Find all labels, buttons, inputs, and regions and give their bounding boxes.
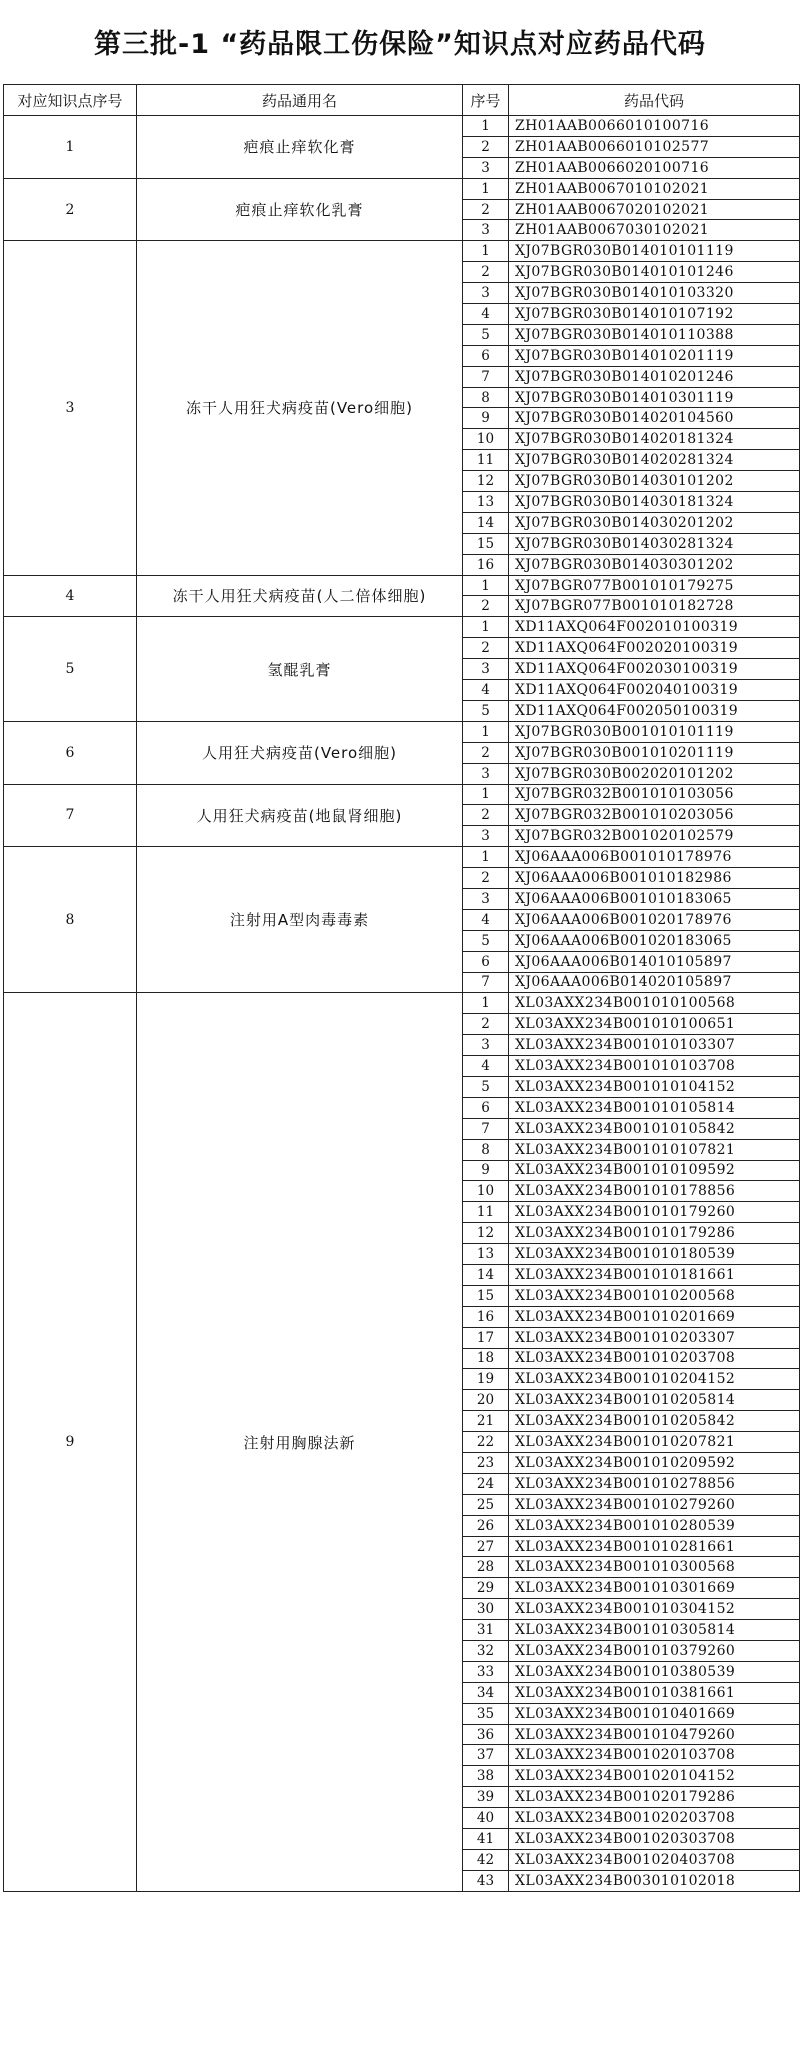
seq-no-cell: 14 — [463, 1264, 509, 1285]
drug-code-cell: XJ07BGR030B014010101119 — [509, 241, 800, 262]
seq-no-cell: 7 — [463, 366, 509, 387]
seq-no-cell: 1 — [463, 847, 509, 868]
seq-no-cell: 13 — [463, 492, 509, 513]
page-title: 第三批-1 “药品限工伤保险”知识点对应药品代码 — [94, 29, 706, 60]
drug-code-cell: XL03AXX234B001010381661 — [509, 1682, 800, 1703]
seq-no-cell: 9 — [463, 408, 509, 429]
seq-no-cell: 2 — [463, 596, 509, 617]
seq-no-cell: 1 — [463, 116, 509, 137]
drug-code-cell: ZH01AAB0067010102021 — [509, 178, 800, 199]
seq-no-cell: 3 — [463, 157, 509, 178]
seq-no-cell: 4 — [463, 304, 509, 325]
seq-no-cell: 2 — [463, 742, 509, 763]
seq-no-cell: 1 — [463, 575, 509, 596]
drug-code-cell: XJ07BGR030B014010201119 — [509, 345, 800, 366]
drug-code-cell: XL03AXX234B001010180539 — [509, 1244, 800, 1265]
drug-code-cell: XL03AXX234B001010100651 — [509, 1014, 800, 1035]
drug-code-cell: XJ07BGR032B001010103056 — [509, 784, 800, 805]
drug-code-cell: XJ06AAA006B001020178976 — [509, 909, 800, 930]
drug-generic-name-cell: 冻干人用狂犬病疫苗(人二倍体细胞) — [137, 575, 463, 617]
seq-no-cell: 3 — [463, 888, 509, 909]
seq-no-cell: 1 — [463, 721, 509, 742]
seq-no-cell: 5 — [463, 324, 509, 345]
table-row — [4, 847, 800, 868]
drug-code-cell: XL03AXX234B001010105814 — [509, 1097, 800, 1118]
seq-no-cell: 26 — [463, 1515, 509, 1536]
drug-code-cell: XL03AXX234B001010103708 — [509, 1056, 800, 1077]
seq-no-cell: 6 — [463, 1097, 509, 1118]
seq-no-cell: 2 — [463, 199, 509, 220]
drug-code-cell: XL03AXX234B001010301669 — [509, 1578, 800, 1599]
drug-code-cell: XJ07BGR032B001010203056 — [509, 805, 800, 826]
seq-no-cell: 34 — [463, 1682, 509, 1703]
seq-no-cell: 4 — [463, 1056, 509, 1077]
seq-no-cell: 9 — [463, 1160, 509, 1181]
seq-no-cell: 19 — [463, 1369, 509, 1390]
drug-code-cell: XJ07BGR030B014020104560 — [509, 408, 800, 429]
drug-code-cell: XL03AXX234B001010401669 — [509, 1703, 800, 1724]
knowledge-point-no-cell: 2 — [4, 178, 137, 241]
seq-no-cell: 2 — [463, 1014, 509, 1035]
drug-code-cell: XJ07BGR032B001020102579 — [509, 826, 800, 847]
seq-no-cell: 1 — [463, 784, 509, 805]
table-row — [4, 241, 800, 262]
seq-no-cell: 16 — [463, 1306, 509, 1327]
knowledge-point-no-cell: 9 — [4, 993, 137, 1891]
drug-code-cell: XL03AXX234B001010109592 — [509, 1160, 800, 1181]
seq-no-cell: 15 — [463, 533, 509, 554]
table-row — [4, 784, 800, 805]
drug-code-cell: XJ06AAA006B001010178976 — [509, 847, 800, 868]
drug-generic-name-cell: 注射用胸腺法新 — [137, 993, 463, 1891]
knowledge-point-no-cell: 6 — [4, 721, 137, 784]
seq-no-cell: 22 — [463, 1432, 509, 1453]
seq-no-cell: 2 — [463, 262, 509, 283]
table-row — [4, 993, 800, 1014]
knowledge-point-no-cell: 8 — [4, 847, 137, 993]
drug-code-cell: XJ07BGR030B014020181324 — [509, 429, 800, 450]
seq-no-cell: 3 — [463, 283, 509, 304]
drug-code-cell: XJ07BGR030B014030201202 — [509, 512, 800, 533]
seq-no-cell: 18 — [463, 1348, 509, 1369]
header-knowledge-point-no: 对应知识点序号 — [4, 85, 137, 116]
drug-generic-name-cell: 疤痕止痒软化膏 — [137, 116, 463, 179]
seq-no-cell: 39 — [463, 1787, 509, 1808]
seq-no-cell: 8 — [463, 387, 509, 408]
drug-code-cell: XJ07BGR030B014010301119 — [509, 387, 800, 408]
drug-code-cell: XL03AXX234B001020179286 — [509, 1787, 800, 1808]
header-drug-generic-name: 药品通用名 — [137, 85, 463, 116]
seq-no-cell: 21 — [463, 1411, 509, 1432]
table-row — [4, 116, 800, 137]
header-drug-code: 药品代码 — [509, 85, 800, 116]
seq-no-cell: 35 — [463, 1703, 509, 1724]
drug-code-cell: XL03AXX234B001010380539 — [509, 1661, 800, 1682]
knowledge-point-no-cell: 4 — [4, 575, 137, 617]
seq-no-cell: 1 — [463, 241, 509, 262]
drug-code-cell: XL03AXX234B001010304152 — [509, 1599, 800, 1620]
drug-code-cell: ZH01AAB0066010102577 — [509, 136, 800, 157]
drug-code-cell: XL03AXX234B001010209592 — [509, 1453, 800, 1474]
seq-no-cell: 24 — [463, 1473, 509, 1494]
seq-no-cell: 2 — [463, 868, 509, 889]
seq-no-cell: 29 — [463, 1578, 509, 1599]
seq-no-cell: 4 — [463, 909, 509, 930]
drug-code-cell: XL03AXX234B001010280539 — [509, 1515, 800, 1536]
drug-code-cell: XL03AXX234B001010100568 — [509, 993, 800, 1014]
drug-code-cell: XJ07BGR077B001010179275 — [509, 575, 800, 596]
drug-code-cell: XL03AXX234B001010201669 — [509, 1306, 800, 1327]
drug-code-cell: XJ07BGR030B014010110388 — [509, 324, 800, 345]
drug-code-cell: XJ07BGR030B014030301202 — [509, 554, 800, 575]
drug-code-cell: XJ07BGR030B014020281324 — [509, 450, 800, 471]
knowledge-point-no-cell: 7 — [4, 784, 137, 847]
seq-no-cell: 6 — [463, 951, 509, 972]
seq-no-cell: 2 — [463, 136, 509, 157]
seq-no-cell: 2 — [463, 638, 509, 659]
seq-no-cell: 11 — [463, 450, 509, 471]
table-row — [4, 178, 800, 199]
seq-no-cell: 3 — [463, 1035, 509, 1056]
table-body — [4, 116, 800, 1892]
drug-code-cell: XL03AXX234B001020104152 — [509, 1766, 800, 1787]
drug-code-cell: XL03AXX234B001010300568 — [509, 1557, 800, 1578]
seq-no-cell: 6 — [463, 345, 509, 366]
drug-code-cell: XL03AXX234B001020103708 — [509, 1745, 800, 1766]
drug-code-cell: XL03AXX234B001020303708 — [509, 1829, 800, 1850]
seq-no-cell: 36 — [463, 1724, 509, 1745]
drug-code-cell: XL03AXX234B001010103307 — [509, 1035, 800, 1056]
drug-code-cell: XD11AXQ064F002050100319 — [509, 700, 800, 721]
drug-code-cell: XL03AXX234B001010205814 — [509, 1390, 800, 1411]
seq-no-cell: 28 — [463, 1557, 509, 1578]
drug-code-cell: XL03AXX234B001010281661 — [509, 1536, 800, 1557]
drug-code-cell: XJ07BGR030B014030181324 — [509, 492, 800, 513]
drug-code-cell: XL03AXX234B001010479260 — [509, 1724, 800, 1745]
drug-code-cell: XJ07BGR030B001010101119 — [509, 721, 800, 742]
drug-code-cell: XL03AXX234B001010204152 — [509, 1369, 800, 1390]
seq-no-cell: 23 — [463, 1453, 509, 1474]
seq-no-cell: 43 — [463, 1870, 509, 1891]
drug-generic-name-cell: 人用狂犬病疫苗(地鼠肾细胞) — [137, 784, 463, 847]
drug-code-cell: XL03AXX234B001010279260 — [509, 1494, 800, 1515]
seq-no-cell: 16 — [463, 554, 509, 575]
seq-no-cell: 38 — [463, 1766, 509, 1787]
seq-no-cell: 7 — [463, 972, 509, 993]
drug-code-cell: XL03AXX234B001010379260 — [509, 1641, 800, 1662]
seq-no-cell: 1 — [463, 617, 509, 638]
drug-code-cell: XL03AXX234B001010305814 — [509, 1620, 800, 1641]
seq-no-cell: 37 — [463, 1745, 509, 1766]
drug-code-cell: XL03AXX234B001020403708 — [509, 1849, 800, 1870]
drug-generic-name-cell: 疤痕止痒软化乳膏 — [137, 178, 463, 241]
drug-code-cell: XJ07BGR030B014010201246 — [509, 366, 800, 387]
seq-no-cell: 5 — [463, 1076, 509, 1097]
seq-no-cell: 12 — [463, 1223, 509, 1244]
drug-code-cell: XD11AXQ064F002030100319 — [509, 659, 800, 680]
seq-no-cell: 3 — [463, 763, 509, 784]
seq-no-cell: 8 — [463, 1139, 509, 1160]
seq-no-cell: 1 — [463, 178, 509, 199]
drug-code-table — [3, 84, 800, 1892]
seq-no-cell: 20 — [463, 1390, 509, 1411]
drug-code-cell: XJ06AAA006B001010182986 — [509, 868, 800, 889]
drug-code-cell: XJ07BGR030B002020101202 — [509, 763, 800, 784]
seq-no-cell: 41 — [463, 1829, 509, 1850]
seq-no-cell: 3 — [463, 826, 509, 847]
drug-code-cell: ZH01AAB0067030102021 — [509, 220, 800, 241]
drug-code-cell: XJ06AAA006B014020105897 — [509, 972, 800, 993]
seq-no-cell: 11 — [463, 1202, 509, 1223]
table-header-row — [4, 85, 800, 116]
seq-no-cell: 10 — [463, 429, 509, 450]
seq-no-cell: 40 — [463, 1808, 509, 1829]
seq-no-cell: 4 — [463, 680, 509, 701]
drug-code-cell: ZH01AAB0066010100716 — [509, 116, 800, 137]
knowledge-point-no-cell: 3 — [4, 241, 137, 575]
drug-code-cell: XJ06AAA006B014010105897 — [509, 951, 800, 972]
seq-no-cell: 25 — [463, 1494, 509, 1515]
seq-no-cell: 32 — [463, 1641, 509, 1662]
drug-code-cell: XJ07BGR030B014010101246 — [509, 262, 800, 283]
drug-code-cell: XL03AXX234B001010107821 — [509, 1139, 800, 1160]
drug-code-cell: XJ06AAA006B001010183065 — [509, 888, 800, 909]
drug-code-cell: ZH01AAB0067020102021 — [509, 199, 800, 220]
drug-code-cell: XD11AXQ064F002040100319 — [509, 680, 800, 701]
seq-no-cell: 17 — [463, 1327, 509, 1348]
table-row — [4, 721, 800, 742]
drug-code-cell: XL03AXX234B001010179286 — [509, 1223, 800, 1244]
drug-generic-name-cell: 氢醌乳膏 — [137, 617, 463, 721]
knowledge-point-no-cell: 5 — [4, 617, 137, 721]
drug-code-cell: XL03AXX234B001010203708 — [509, 1348, 800, 1369]
seq-no-cell: 31 — [463, 1620, 509, 1641]
knowledge-point-no-cell: 1 — [4, 116, 137, 179]
seq-no-cell: 30 — [463, 1599, 509, 1620]
drug-code-cell: XJ07BGR030B014030281324 — [509, 533, 800, 554]
seq-no-cell: 5 — [463, 930, 509, 951]
drug-code-cell: XJ06AAA006B001020183065 — [509, 930, 800, 951]
drug-code-cell: XL03AXX234B001010104152 — [509, 1076, 800, 1097]
drug-code-cell: XD11AXQ064F002020100319 — [509, 638, 800, 659]
seq-no-cell: 14 — [463, 512, 509, 533]
drug-code-cell: XD11AXQ064F002010100319 — [509, 617, 800, 638]
drug-generic-name-cell: 冻干人用狂犬病疫苗(Vero细胞) — [137, 241, 463, 575]
drug-code-cell: XL03AXX234B001020203708 — [509, 1808, 800, 1829]
drug-code-cell: XL03AXX234B001010178856 — [509, 1181, 800, 1202]
drug-generic-name-cell: 人用狂犬病疫苗(Vero细胞) — [137, 721, 463, 784]
drug-code-cell: XL03AXX234B003010102018 — [509, 1870, 800, 1891]
table-row — [4, 617, 800, 638]
drug-code-cell: XL03AXX234B001010179260 — [509, 1202, 800, 1223]
drug-code-cell: XL03AXX234B001010203307 — [509, 1327, 800, 1348]
drug-code-cell: XL03AXX234B001010200568 — [509, 1285, 800, 1306]
drug-code-cell: XJ07BGR077B001010182728 — [509, 596, 800, 617]
table-row — [4, 575, 800, 596]
drug-code-cell: XJ07BGR030B001010201119 — [509, 742, 800, 763]
drug-code-cell: ZH01AAB0066020100716 — [509, 157, 800, 178]
seq-no-cell: 2 — [463, 805, 509, 826]
seq-no-cell: 5 — [463, 700, 509, 721]
drug-code-cell: XL03AXX234B001010207821 — [509, 1432, 800, 1453]
seq-no-cell: 3 — [463, 220, 509, 241]
seq-no-cell: 13 — [463, 1244, 509, 1265]
seq-no-cell: 12 — [463, 471, 509, 492]
seq-no-cell: 15 — [463, 1285, 509, 1306]
drug-code-cell: XJ07BGR030B014010107192 — [509, 304, 800, 325]
seq-no-cell: 7 — [463, 1118, 509, 1139]
drug-code-cell: XL03AXX234B001010181661 — [509, 1264, 800, 1285]
drug-code-cell: XJ07BGR030B014010103320 — [509, 283, 800, 304]
seq-no-cell: 1 — [463, 993, 509, 1014]
seq-no-cell: 3 — [463, 659, 509, 680]
seq-no-cell: 33 — [463, 1661, 509, 1682]
seq-no-cell: 27 — [463, 1536, 509, 1557]
seq-no-cell: 10 — [463, 1181, 509, 1202]
drug-code-cell: XJ07BGR030B014030101202 — [509, 471, 800, 492]
drug-code-cell: XL03AXX234B001010105842 — [509, 1118, 800, 1139]
drug-code-cell: XL03AXX234B001010205842 — [509, 1411, 800, 1432]
header-seq-no: 序号 — [463, 85, 509, 116]
drug-code-cell: XL03AXX234B001010278856 — [509, 1473, 800, 1494]
seq-no-cell: 42 — [463, 1849, 509, 1870]
drug-generic-name-cell: 注射用A型肉毒毒素 — [137, 847, 463, 993]
